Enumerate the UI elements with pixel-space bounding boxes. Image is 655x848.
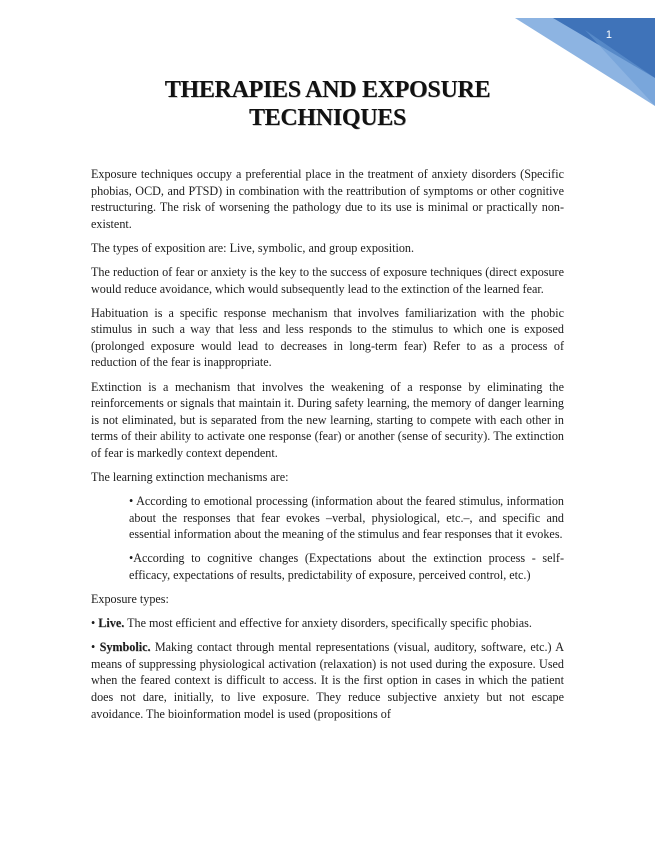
exposure-type-symbolic [91, 639, 564, 722]
bullet: • [91, 640, 100, 655]
paragraph-mechanisms-intro: The learning extinction mechanisms are: [91, 470, 289, 484]
title-line-1: THERAPIES AND EXPOSURE [164, 77, 491, 103]
exposure-types-heading: Exposure types: [91, 592, 169, 607]
exposure-type-live [91, 615, 564, 632]
body-text [91, 166, 564, 730]
exposure-type-text: The most efficient and effective for anxiety disorders, specifically specific phobias. [124, 616, 532, 631]
bullet: • [91, 616, 99, 631]
page-number: 1 [605, 29, 612, 41]
exposure-type-name: Live. [98, 616, 125, 631]
paragraph-intro: Exposure techniques occupy a preferential place in the treatment of anxiety disorders (Specific phobias, OCD, and PTSD) in combination with the reattribution of symptoms or other cognitive restructuring. The risk of worsening the pathology due to its use is minimal or practically non-existent. [91, 167, 564, 231]
paragraph-types: The types of exposition are: Live, symbolic, and group exposition. [91, 240, 415, 255]
exposure-type-name: Symbolic. [99, 640, 151, 655]
paragraph-extinction: Extinction is a mechanism that involves the weakening of a response by eliminating the reinforcements or signals that maintain it. During safety learning, the memory of danger learning is not eliminated, but is separated from the new learning, starting to compete with each other in terms of their ability to activate one response (fear) or another (sense of security). The extinction of fear is markedly context dependent. [91, 379, 564, 460]
exposure-type-text: Making contact through mental representations (visual, auditory, software, etc.) A means of suppressing physiological activation (relaxation) is not used during the exposure. Used when the feared context is difficult to access. It is the first option in cases in which the patient does not dare, initially, to live exposure. They reduce subjective anxiety but not escape avoidance. The bioinformation model is used (propositions of [91, 640, 564, 721]
mechanism-item: • According to emotional processing (information about the feared stimulus, information about the responses that fear evokes –verbal, physiological, etc.–, and specific and essential information about the meaning of the stimulus and fear responses that it evokes. [129, 494, 564, 542]
page-title [0, 76, 655, 132]
paragraph-habituation: Habituation is a specific response mechanism that involves familiarization with the phobic stimulus in such a way that less and less responds to the stimulus to which one is exposed (prolonged exposure would lead to decreases in long-term fear) Refer to as a process of reduction of the fear is inappropriate. [91, 305, 564, 370]
paragraph-fear-reduction: The reduction of fear or anxiety is the key to the success of exposure techniques (direct exposure would reduce avoidance, which would subsequently lead to the extinction of the learned fear. [91, 264, 564, 296]
mechanism-item: •According to cognitive changes (Expectations about the extinction process - self-efficacy, expectations of results, predictability of exposure, perceived control, etc.) [129, 551, 564, 582]
title-line-2: TECHNIQUES [248, 105, 407, 131]
